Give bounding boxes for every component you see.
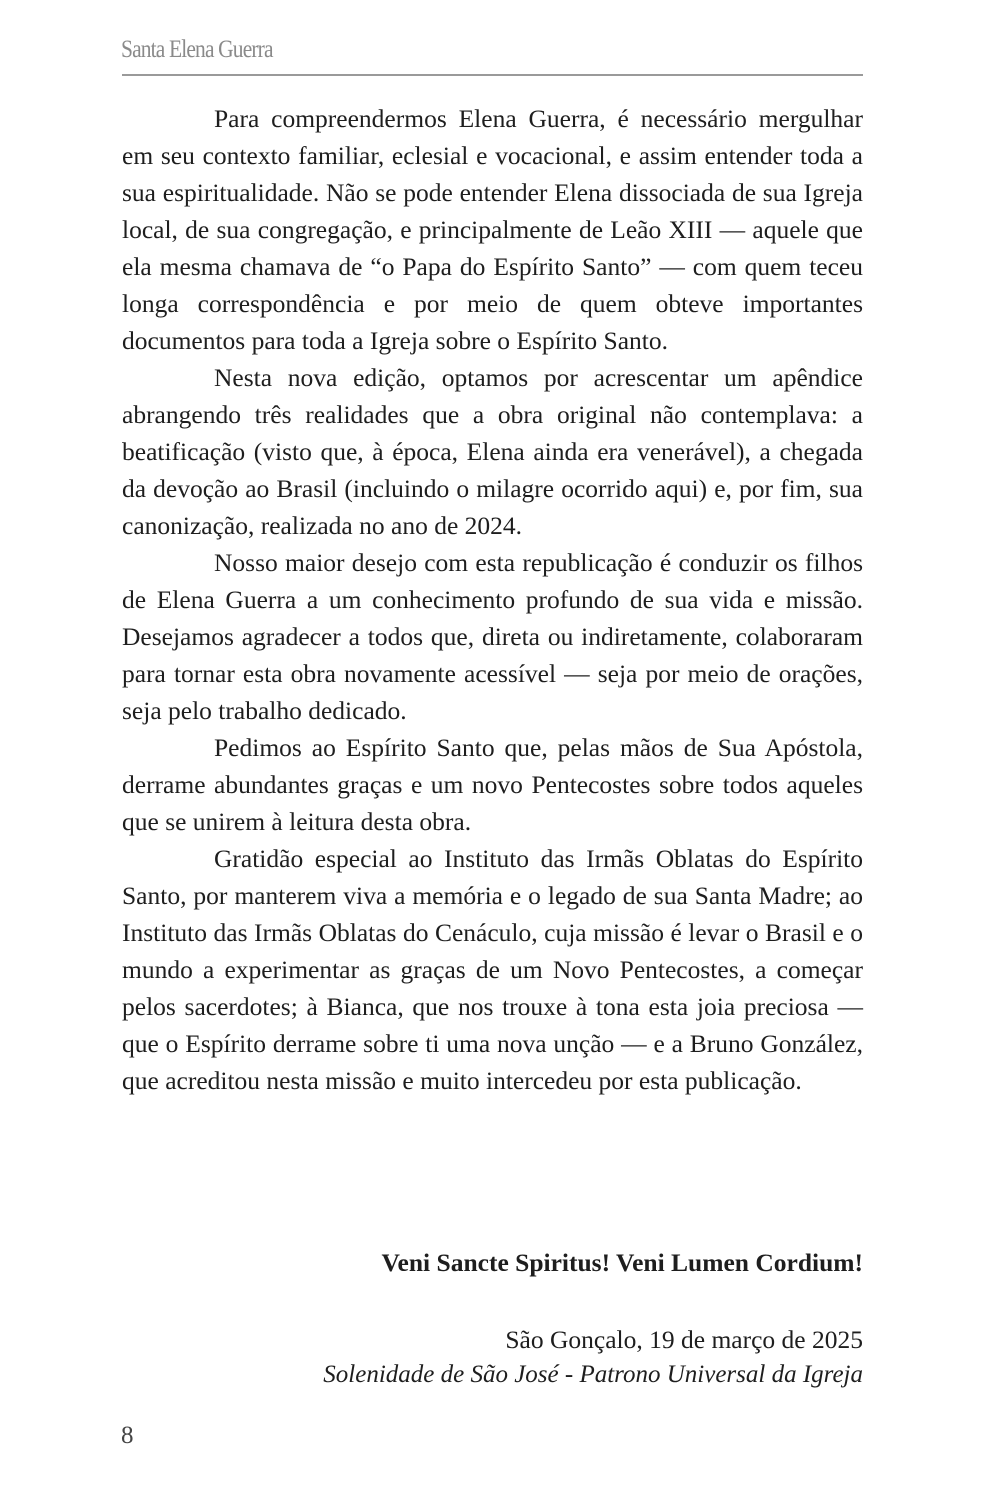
- body-text: [122, 100, 863, 1099]
- closing-motto: Veni Sancte Spiritus! Veni Lumen Cordium!: [381, 1248, 863, 1277]
- paragraph-prayer: Pedimos ao Espírito Santo que, pelas mãos de Sua Apóstola, derrame abundantes graças e um novo Pentecostes sobre todos aqueles que se unirem à leitura desta obra.: [122, 733, 863, 836]
- paragraph-desire: Nosso maior desejo com esta republicação é conduzir os filhos de Elena Guerra a um conhecimento profundo de sua vida e missão. Desejamos agradecer a todos que, direta ou indiretamente, colaboraram para tornar esta obra novamente acessível — seja por meio de orações, seja pelo trabalho dedicado.: [122, 548, 863, 725]
- paragraph-new-edition: Nesta nova edição, optamos por acrescentar um apêndice abrangendo três realidades que a obra original não contemplava: a beatificação (visto que, à época, Elena ainda era venerável), a chegada da devoção ao Brasil (incluindo o milagre ocorrido aqui) e, por fim, sua canonização, realizada no ano de 2024.: [122, 363, 863, 540]
- page-number: 8: [121, 1422, 134, 1449]
- running-head-title: Santa Elena Guerra: [121, 36, 273, 63]
- header-divider: [122, 74, 863, 76]
- occasion-line: Solenidade de São José - Patrono Universal da Igreja: [323, 1361, 863, 1388]
- paragraph-context: Para compreendermos Elena Guerra, é necessário mergulhar em seu contexto familiar, eclesial e vocacional, e assim entender toda a sua espiritualidade. Não se pode entender Elena dissociada de sua Igreja local, de sua congregação, e principalmente de Leão XIII — aquele que ela mesma chamava de “o Papa do Espírito Santo” — com quem teceu longa correspondência e por meio de quem obteve importantes documentos para toda a Igreja sobre o Espírito Santo.: [122, 104, 863, 355]
- place-date: São Gonçalo, 19 de março de 2025: [505, 1325, 863, 1354]
- paragraph-gratitude: Gratidão especial ao Instituto das Irmãs Oblatas do Espírito Santo, por manterem viva a memória e o legado de sua Santa Madre; ao Instituto das Irmãs Oblatas do Cenáculo, cuja missão é levar o Brasil e o mundo a experimentar as graças de um Novo Pentecostes, a começar pelos sacerdotes; à Bianca, que nos trouxe à tona esta joia preciosa — que o Espírito derrame sobre ti uma nova unção — e a Bruno González, que acreditou nesta missão e muito intercedeu por esta publicação.: [122, 844, 863, 1095]
